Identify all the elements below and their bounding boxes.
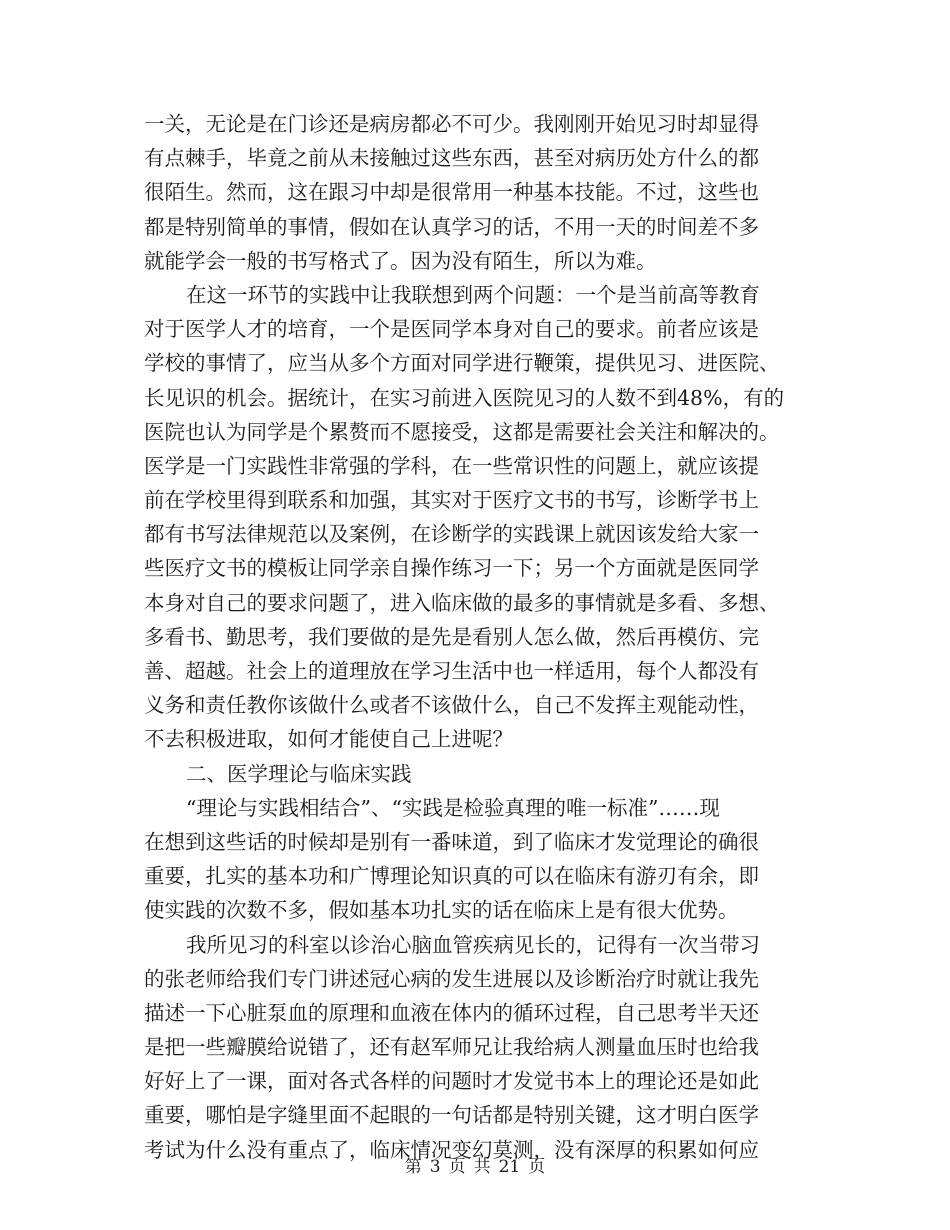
page-footer (0, 1152, 950, 1177)
text-line: 描述一下心脏泵血的原理和血液在体内的循环过程，自己思考半天还 (144, 1000, 759, 1025)
text-line: 有点棘手，毕竟之前从未接触过这些东西，甚至对病历处方什么的都 (144, 146, 759, 171)
section-heading: 二、医学理论与临床实践 (186, 761, 412, 786)
text-line: 前在学校里得到联系和加强，其实对于医疗文书的书写，诊断学书上 (144, 488, 759, 513)
text-line: 是把一些瓣膜给说错了，还有赵军师兄让我给病人测量血压时也给我 (144, 1035, 759, 1060)
text-line: 好好上了一课，面对各式各样的问题时才发觉书本上的理论还是如此 (144, 1069, 759, 1094)
text-line: 本身对自己的要求问题了，进入临床做的最多的事情就是多看、多想、 (144, 590, 780, 615)
footer-page-unit: 页 (448, 1157, 466, 1177)
footer-total-label: 共 (473, 1157, 491, 1177)
text-line: 学校的事情了，应当从多个方面对同学进行鞭策，提供见习、进医院、 (144, 351, 780, 376)
footer-page-label: 第 (404, 1157, 422, 1177)
text-line: 使实践的次数不多，假如基本功扎实的话在临床上是有很大优势。 (144, 898, 739, 923)
footer-total-pages: 21 (498, 1157, 521, 1177)
text-line: 医院也认为同学是个累赘而不愿接受，这都是需要社会关注和解决的。 (144, 419, 780, 444)
text-line: 重要，扎实的基本功和广博理论知识真的可以在临床有游刃有余，即 (144, 864, 759, 889)
text-line: 都有书写法律规范以及案例，在诊断学的实践课上就因该发给大家一 (144, 522, 759, 547)
text-line: 不去积极进取，如何才能使自己上进呢？ (144, 727, 513, 752)
footer-page-number: 3 (429, 1157, 441, 1177)
text-line: 善、超越。社会上的道理放在学习生活中也一样适用，每个人都没有 (144, 659, 759, 683)
text-line: “理论与实践相结合”、“实践是检验真理的唯一标准”……现 (186, 795, 720, 820)
text-line: 对于医学人才的培育，一个是医同学本身对自己的要求。前者应该是 (144, 317, 759, 342)
text-line: 都是特别简单的事情，假如在认真学习的话，不用一天的时间差不多 (144, 214, 759, 239)
text-line: 些医疗文书的模板让同学亲自操作练习一下；另一个方面就是医同学 (144, 556, 759, 581)
text-line: 重要，哪怕是字缝里面不起眼的一句话都是特别关键，这才明白医学 (144, 1103, 759, 1128)
text-line: 多看书、勤思考，我们要做的是先是看别人怎么做，然后再模仿、完 (144, 624, 759, 649)
text-line: 考试为什么没有重点了，临床情况变幻莫测，没有深厚的积累如何应 (144, 1137, 759, 1162)
text-line: 一关，无论是在门诊还是病房都必不可少。我刚刚开始见习时却显得 (144, 112, 759, 136)
text-line: 就能学会一般的书写格式了。因为没有陌生，所以为难。 (144, 248, 657, 273)
text-line: 在这一环节的实践中让我联想到两个问题：一个是当前高等教育 (186, 282, 760, 307)
text-line: 义务和责任教你该做什么或者不该做什么，自己不发挥主观能动性， (144, 693, 759, 718)
text-line: 长见识的机会。据统计，在实习前进入医院见习的人数不到48%，有的 (144, 385, 785, 410)
document-body (144, 107, 796, 1167)
text-line: 医学是一门实践性非常强的学科，在一些常识性的问题上，就应该提 (144, 453, 759, 478)
text-line: 在想到这些话的时候却是别有一番味道，到了临床才发觉理论的确很 (144, 829, 759, 854)
text-line: 的张老师给我们专门讲述冠心病的发生进展以及诊断治疗时就让我先 (144, 966, 759, 991)
footer-total-unit: 页 (528, 1157, 546, 1177)
text-line: 我所见习的科室以诊治心脑血管疾病见长的，记得有一次当带习 (186, 932, 760, 957)
text-line: 很陌生。然而，这在跟习中却是很常用一种基本技能。不过，这些也 (144, 180, 759, 205)
